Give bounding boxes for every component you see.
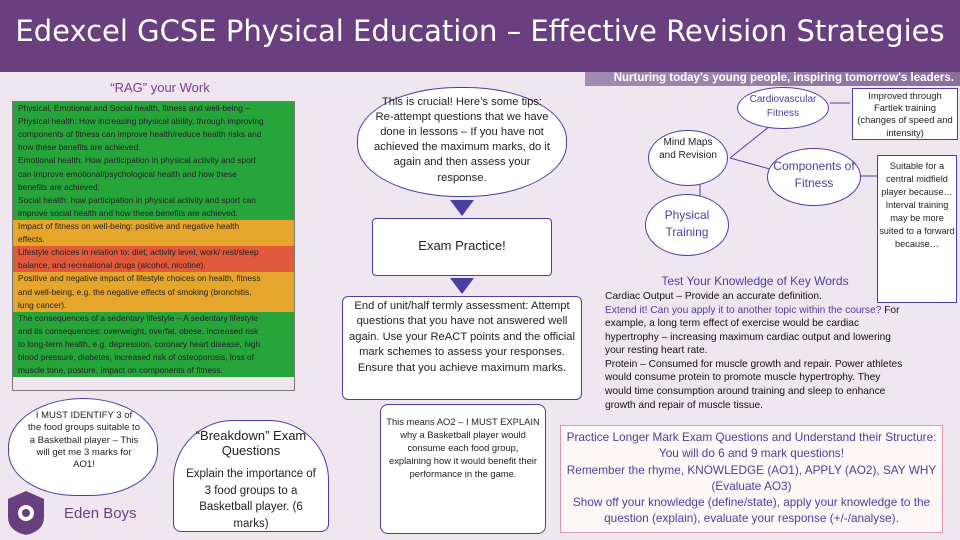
rag-row: Physical health: How increasing physical ability, through improving [13,115,294,128]
rag-row: can improve emotional/psychological health and how these [13,168,294,181]
rag-row: improve social health and how these benefits are achieved. [13,207,294,220]
rag-list [12,101,295,391]
glossary-example: For example, a long term effect of exercise would be cardiac hypertrophy – increasing maximum cardiac output and lowering your resting heart rate. [605,304,900,357]
rag-row: Lifestyle choices in relation to: diet, activity level, work/ rest/sleep [13,246,294,259]
ao2-text: This means AO2 – I MUST EXPLAIN why a Basketball player would consume each food group, explaining how it would benefit their performance in the game. [386,416,540,479]
rag-row: The consequences of a sedentary lifestyle – A sedentary lifestyle [13,312,294,325]
physical-training-label: Physical Training [664,208,710,240]
practice-text [563,429,940,527]
glossary-emphasis: Extend it! Can you apply it to another topic within the course? [605,304,882,316]
practice-line-3: Show off your knowledge (define/state), apply your knowledge to the question (explain), evaluate your response (+/-/analyse). [572,495,931,526]
breakdown-title: “Breakdown” Exam Questions [195,428,307,458]
rag-row: blood pressure, diabetes, increased risk of osteoporosis, loss of [13,351,294,364]
arrow-down-icon [450,200,474,216]
tagline: Nurturing today's young people, inspiring tomorrow's leaders. [585,72,960,86]
arrow-down-icon [450,278,474,294]
exam-practice-label: Exam Practice! [418,238,506,253]
rag-row: and well-being, e.g. the negative effects of smoking (bronchitis, [13,286,294,299]
rag-row: muscle tone, posture, impact on components of fitness. [13,364,294,377]
page-title: Edexcel GCSE Physical Education – Effective Revision Strategies [15,14,945,48]
rag-row: components of fitness can improve health/reduce health risks and [13,128,294,141]
cardio-label: Cardiovascular Fitness [749,94,817,119]
glossary-text [605,290,905,412]
breakdown-body: Explain the importance of 3 food groups to a Basketball player. (6 marks) [186,468,316,531]
school-logo [0,485,170,540]
rag-row: Physical, Emotional and Social health, fitness and well-being – [13,102,294,115]
identify-text: I MUST IDENTIFY 3 of the food groups suitable to a Basketball player – This will get me 3 marks for AO1! [28,410,140,471]
rag-row: Emotional health: How participation in physical activity and sport [13,154,294,167]
rag-row: benefits are achieved. [13,181,294,194]
glossary-title: Test Your Knowledge of Key Words [661,274,849,288]
mindmap-center-label: Mind Maps and Revision [659,137,717,161]
glossary-line-extend [605,304,905,358]
rag-title: “RAG” your Work [110,80,210,95]
rag-row: balance, and recreational drugs (alcohol, nicotine). [13,259,294,272]
improved-label: Improved through Fartlek training (changes of speed and intensity) [857,90,953,138]
rag-row: lung cancer). [13,299,294,312]
rag-row: and its consequences: overweight, overfat, obese, increased risk [13,325,294,338]
rag-row: Positive and negative impact of lifestyle choices on health, fitness [13,272,294,285]
rag-row: Social health: how participation in physical activity and sport can [13,194,294,207]
tips-text: This is crucial! Here’s some tips: Re-attempt questions that we have done in lessons – If you have not achieved the maximum marks, do it again and then assess your response. [374,96,550,184]
components-label: Components of Fitness [773,159,855,190]
end-of-unit-text: End of unit/half termly assessment: Attempt questions that you have not answered well again. Use your ReACT points and the official mark schemes to assess your responses. Ensure that you achieve maximum marks. [349,300,575,374]
practice-line-2: Remember the rhyme, KNOWLEDGE (AO1), APPLY (AO2), SAY WHY (Evaluate AO3) [566,462,937,493]
rag-row: effects. [13,233,294,246]
rag-row: how these benefits are achieved. [13,141,294,154]
glossary-line-cardiac: Cardiac Output – Provide an accurate definition. [605,291,822,302]
suitable-label: Suitable for a central midfield player because… Interval training may be more suited to a forward because… [879,161,955,250]
rag-row: to long-term health, e.g. depression, coronary heart disease, high [13,338,294,351]
practice-line-1: Practice Longer Mark Exam Questions and Understand their Structure: You will do 6 and 9 mark questions! [566,430,937,461]
logo-text: Eden Boys [64,505,137,522]
glossary-line-protein: Protein – Consumed for muscle growth and repair. Power athletes would consume protein to promote muscle hypertrophy. They would time consumption around training and sleep to enhance growth and repair of muscle tissue. [605,358,903,411]
logo-icon [6,489,46,537]
rag-row: Impact of fitness on well-being: positive and negative health [13,220,294,233]
